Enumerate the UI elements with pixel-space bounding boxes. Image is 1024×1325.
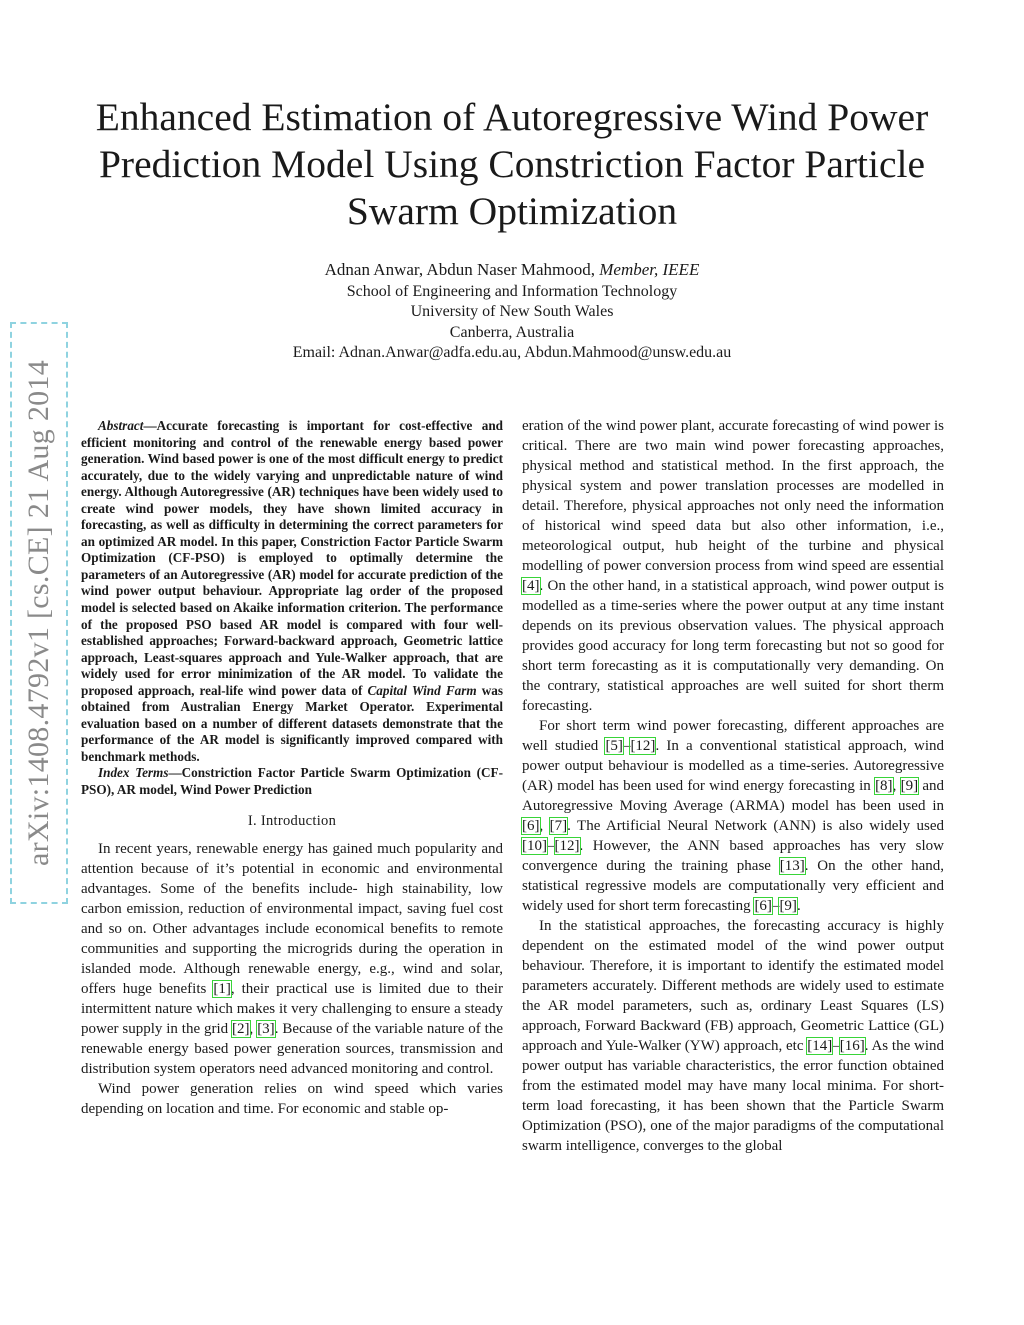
index-terms-dash: — bbox=[168, 765, 182, 781]
paper-title: Enhanced Estimation of Autoregressive Wind Power Prediction Model Using Constriction Factor Particle Swarm Optimization bbox=[95, 95, 929, 233]
citation-ref[interactable]: [2] bbox=[232, 1020, 250, 1037]
right-p1-text-b: . On the other hand, in a statistical approach, wind power output is modelled as a time-series where the power output at any time instant depends on its previous observation values. The physical approach provides good accuracy for long term forecasting but not so good for short term forecasting as it is computationally very demanding. On the contrary, statistical approaches are well suited for short therm forecasting. bbox=[522, 578, 944, 714]
author-membership: Member, IEEE bbox=[599, 260, 700, 279]
right-p2-text-e: , bbox=[539, 818, 550, 834]
right-p2-text-g: . However, the ANN based approaches has very slow convergence during the training phase bbox=[522, 838, 944, 874]
abstract-text-part1: Accurate forecasting is important for cost-effective and efficient monitoring and control of the renewable energy based power generation. Wind based power is one of the most difficult energy to predict accurately, due to the widely varying and unpredictable nature of wind energy. Although Autoregressive (AR) techniques have been widely used to create wind power models, they have shown limited accuracy in forecasting, as well as difficulty in determining the correct parameters for an optimized AR model. In this paper, Constriction Factor Particle Swarm Optimization (CF-PSO) is employed to optimally determine the parameters of an Autoregressive (AR) model for accurate prediction of the wind power output behaviour. Appropriate lag order of the proposed model is selected based on Akaike information criterion. The performance of the proposed PSO based AR model is compared with four well-established approaches; Forward-backward approach, Geometric lattice approach, Least-squares approach and Yule-Walker approach, that are widely used for error minimization of the AR model. To validate the proposed approach, real-life wind power data of bbox=[81, 418, 503, 698]
citation-ref[interactable]: [5] bbox=[605, 738, 623, 754]
right-paragraph-1 bbox=[522, 416, 944, 716]
citation-ref[interactable]: [8] bbox=[875, 778, 893, 794]
arxiv-identifier-stamp[interactable] bbox=[10, 322, 68, 904]
intro-p1-text-a: In recent years, renewable energy has gained much popularity and attention because of it’s potential in economic and environmental advantages. Some of the benefits include- high stainability, low carbon emission, reduction of environmental impact, saving fuel cost and so on. Other advantages include economical benefits to remote communities and supporting the microgrids during the operation in islanded mode. Although renewable energy, e.g., wind and solar, offers huge benefits bbox=[81, 840, 503, 997]
citation-range-dash: – bbox=[547, 838, 555, 854]
right-paragraph-2 bbox=[522, 716, 944, 916]
citation-ref[interactable]: [13] bbox=[779, 858, 805, 874]
abstract-dash: — bbox=[143, 418, 157, 433]
abstract bbox=[81, 418, 503, 765]
right-p2-text-i: . bbox=[796, 898, 801, 914]
left-column bbox=[81, 418, 503, 1119]
right-p2-text-d: and Autoregressive Moving Average (ARMA) model has been used in bbox=[522, 778, 944, 814]
right-p3-text-a: In the statistical approaches, the forecasting accuracy is highly dependent on the estimated model of the wind power output behaviour. Therefore, it is important to identify the estimated model parameters accurately. Different methods are widely used to estimate the AR model parameters, such as, ordinary Least Squares (LS) approach, Forward Backward (FB) approach, Geometric Lattice (GL) approach and Yule-Walker (YW) approach, etc bbox=[522, 918, 944, 1054]
intro-p1-text-d: . Because of the variable nature of the renewable energy based power generation sources, transmission and distribution system operators need advanced monitoring and control. bbox=[81, 1020, 503, 1077]
right-p2-text-b: . In a conventional statistical approach, wind power output behaviour is modelled as a time-series. Autoregressive (AR) model has been used for wind energy forecasting in bbox=[522, 738, 945, 794]
abstract-text-part2: was obtained from Australian Energy Market Operator. Experimental evaluation based on a number of different datasets demonstrate that the performance of the AR model is significantly improved compared with benchmark methods. bbox=[81, 682, 503, 764]
author-names: Adnan Anwar, Abdun Naser Mahmood, bbox=[324, 260, 600, 279]
intro-paragraph-2: Wind power generation relies on wind speed which varies depending on location and time. For economic and stable op- bbox=[81, 1080, 503, 1117]
abstract-wind-farm: Capital Wind Farm bbox=[367, 682, 477, 698]
citation-ref[interactable]: [3] bbox=[257, 1020, 275, 1037]
intro-p1-text-b: , their practical use is limited due to their intermittent nature which makes it very challenging to ensure a steady power supply in the grid bbox=[81, 980, 503, 1037]
index-terms bbox=[81, 765, 503, 798]
citation-ref[interactable]: [12] bbox=[554, 838, 580, 854]
intro-paragraph-1 bbox=[81, 839, 503, 1079]
right-p2-text-h: . On the other hand, statistical regressive models are computationally very efficient and widely used for short term forecasting bbox=[522, 858, 945, 914]
arxiv-identifier-text: arXiv:1408.4792v1 [cs.CE] 21 Aug 2014 bbox=[22, 359, 55, 867]
right-p2-text-f: . The Artificial Neural Network (ANN) is also widely used bbox=[567, 818, 945, 834]
section-heading-introduction: I. Introduction bbox=[247, 812, 337, 829]
citation-ref[interactable]: [10] bbox=[522, 838, 547, 854]
author-block bbox=[100, 260, 924, 364]
citation-ref[interactable]: [6] bbox=[754, 898, 772, 914]
citation-ref[interactable]: [12] bbox=[630, 738, 656, 754]
citation-ref[interactable]: [16] bbox=[839, 1038, 865, 1054]
author-university: University of New South Wales bbox=[410, 303, 614, 320]
citation-ref[interactable]: [14] bbox=[807, 1038, 833, 1054]
citation-ref[interactable]: [1] bbox=[213, 980, 231, 997]
abstract-label: Abstract bbox=[98, 418, 144, 433]
citation-ref[interactable]: [4] bbox=[522, 578, 540, 594]
citation-range-dash: – bbox=[622, 738, 631, 754]
citation-ref[interactable]: [6] bbox=[522, 818, 540, 834]
right-paragraph-3 bbox=[522, 916, 944, 1156]
right-p2-text-a: For short term wind power forecasting, different approaches are well studied bbox=[522, 718, 944, 754]
citation-ref[interactable]: [7] bbox=[549, 818, 568, 834]
author-city: Canberra, Australia bbox=[449, 323, 575, 341]
index-terms-text: Constriction Factor Particle Swarm Optimization (CF-PSO), AR model, Wind Power Prediction bbox=[81, 765, 503, 798]
citation-range-dash: – bbox=[832, 1038, 840, 1054]
citation-ref[interactable]: [9] bbox=[900, 778, 919, 794]
index-terms-label: Index Terms bbox=[98, 765, 169, 781]
citation-range-dash: – bbox=[771, 898, 780, 914]
right-p3-text-b: . As the wind power output has variable characteristics, the error function obtained from the estimated model may have many local minima. For short-term load forecasting, it has been shown that the Particle Swarm Optimization (PSO), one of the major paradigms of the computational swarm intelligence, converges to the global bbox=[522, 1038, 944, 1154]
intro-p1-text-c: , bbox=[249, 1020, 258, 1037]
author-email: Email: Adnan.Anwar@adfa.edu.au, Abdun.Mahmood@unsw.edu.au bbox=[292, 344, 732, 361]
right-column bbox=[522, 416, 944, 1156]
citation-ref[interactable]: [9] bbox=[779, 898, 797, 914]
author-school: School of Engineering and Information Technology bbox=[346, 282, 678, 300]
right-p1-text-a: eration of the wind power plant, accurate forecasting of wind power is critical. There are two main wind power forecasting approaches, physical method and statistical method. In the first approach, the physical system and power translation processes are modelled in detail. Therefore, physical approaches not only need the information of historical wind speed data but also other information, i.e., meteorological output, hub height of the turbine and physical modelling of power conversion process from wind speed are essential bbox=[522, 418, 944, 574]
right-p2-text-c: , bbox=[892, 778, 901, 794]
author-names-line bbox=[100, 260, 924, 281]
